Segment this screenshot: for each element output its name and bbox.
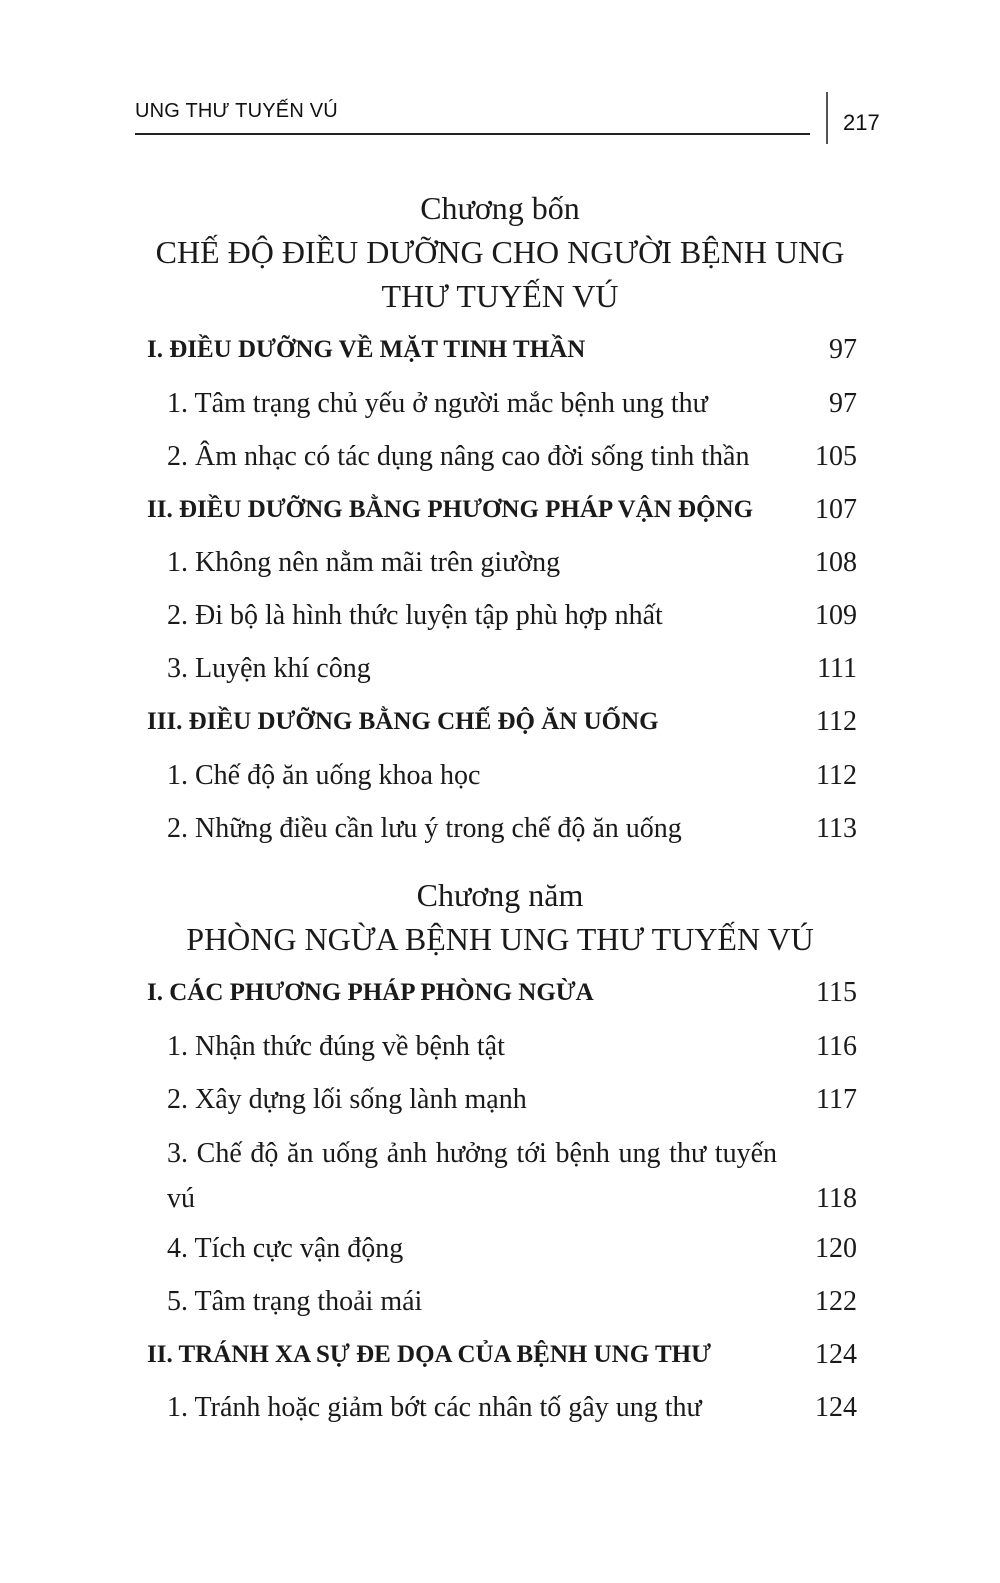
chapter-5-label: Chương năm (416, 877, 584, 913)
chapter-5-title: PHÒNG NGỪA BỆNH UNG THƯ TUYẾN VÚ (186, 921, 814, 957)
chapter-4-title-line-2: THƯ TUYẾN VÚ (381, 278, 619, 314)
toc-item-title: 1. Nhận thức đúng về bệnh tật (167, 1031, 505, 1062)
toc-item-row (145, 1027, 857, 1067)
toc-item-title: 2. Đi bộ là hình thức luyện tập phù hợp nhất (167, 600, 663, 631)
toc-page-number: 112 (816, 706, 857, 737)
chapter-5-heading (150, 873, 850, 961)
page-number: 217 (843, 110, 880, 135)
toc-item-title: 2. Âm nhạc có tác dụng nâng cao đời sống tinh thần (167, 441, 750, 472)
toc-section-row (145, 330, 857, 370)
toc-page-number: 116 (816, 1031, 857, 1062)
toc-page-number: 107 (815, 494, 857, 525)
toc-item-row (145, 384, 857, 424)
toc-page-number: 117 (816, 1084, 857, 1115)
toc-page-number: 108 (815, 547, 857, 578)
toc-section-row (145, 973, 857, 1013)
toc-item-row (145, 649, 857, 689)
toc-section-title: I. CÁC PHƯƠNG PHÁP PHÒNG NGỪA (147, 979, 594, 1006)
toc-section-title: III. ĐIỀU DƯỠNG BẰNG CHẾ ĐỘ ĂN UỐNG (147, 708, 659, 735)
toc-item-row (145, 1080, 857, 1120)
toc-section-title: II. TRÁNH XA SỰ ĐE DỌA CỦA BỆNH UNG THƯ (147, 1341, 711, 1368)
toc-item-title: 1. Không nên nằm mãi trên giường (167, 547, 561, 578)
toc-page-number: 124 (815, 1392, 857, 1423)
toc-page-number: 113 (816, 813, 857, 844)
toc-item-title: 4. Tích cực vận động (167, 1233, 404, 1264)
toc-page-number: 112 (816, 760, 857, 791)
running-header (135, 100, 810, 135)
toc-page-number: 118 (816, 1183, 857, 1214)
toc-item-title: 3. Chế độ ăn uống ảnh hưởng tới bệnh ung thư tuyến vú (167, 1138, 777, 1214)
header-divider (826, 92, 828, 144)
toc-item-title: 3. Luyện khí công (167, 653, 371, 684)
toc-item-row (145, 1388, 857, 1428)
toc-item-title: 1. Tâm trạng chủ yếu ở người mắc bệnh ung thư (167, 388, 708, 419)
toc-page-number: 124 (815, 1339, 857, 1370)
toc-section-title: I. ĐIỀU DƯỠNG VỀ MẶT TINH THẦN (147, 336, 586, 363)
toc-section-row (145, 490, 857, 530)
toc-section-row (145, 1335, 857, 1375)
chapter-4-label: Chương bốn (420, 190, 580, 226)
toc-item-row (145, 543, 857, 583)
running-header-title: UNG THƯ TUYẾN VÚ (135, 100, 338, 122)
toc-item-row (145, 1282, 857, 1322)
toc-item-row (145, 1131, 857, 1221)
toc-page-number: 115 (816, 977, 857, 1008)
toc-item-title: 2. Những điều cần lưu ý trong chế độ ăn uống (167, 813, 682, 844)
toc-item-title: 2. Xây dựng lối sống lành mạnh (167, 1084, 527, 1115)
toc-page-number: 109 (815, 600, 857, 631)
toc-item-row (145, 1229, 857, 1269)
chapter-4-heading (150, 186, 850, 318)
toc-item-title: 1. Chế độ ăn uống khoa học (167, 760, 481, 791)
toc-page-number: 105 (815, 441, 857, 472)
toc-page-number: 120 (815, 1233, 857, 1264)
toc-page-number: 97 (829, 388, 857, 419)
toc-page-number: 97 (829, 334, 857, 365)
toc-page-number: 111 (817, 653, 857, 684)
toc-item-row (145, 596, 857, 636)
toc-page-number: 122 (815, 1286, 857, 1317)
toc-section-title: II. ĐIỀU DƯỠNG BẰNG PHƯƠNG PHÁP VẬN ĐỘNG (147, 496, 754, 523)
toc-item-row (145, 756, 857, 796)
toc-item-row (145, 809, 857, 849)
toc-item-title: 1. Tránh hoặc giảm bớt các nhân tố gây ung thư (167, 1392, 702, 1423)
toc-section-row (145, 702, 857, 742)
toc-item-title: 5. Tâm trạng thoải mái (167, 1286, 423, 1317)
toc-item-row (145, 437, 857, 477)
chapter-4-title-line-1: CHẾ ĐỘ ĐIỀU DƯỠNG CHO NGƯỜI BỆNH UNG (155, 234, 845, 270)
